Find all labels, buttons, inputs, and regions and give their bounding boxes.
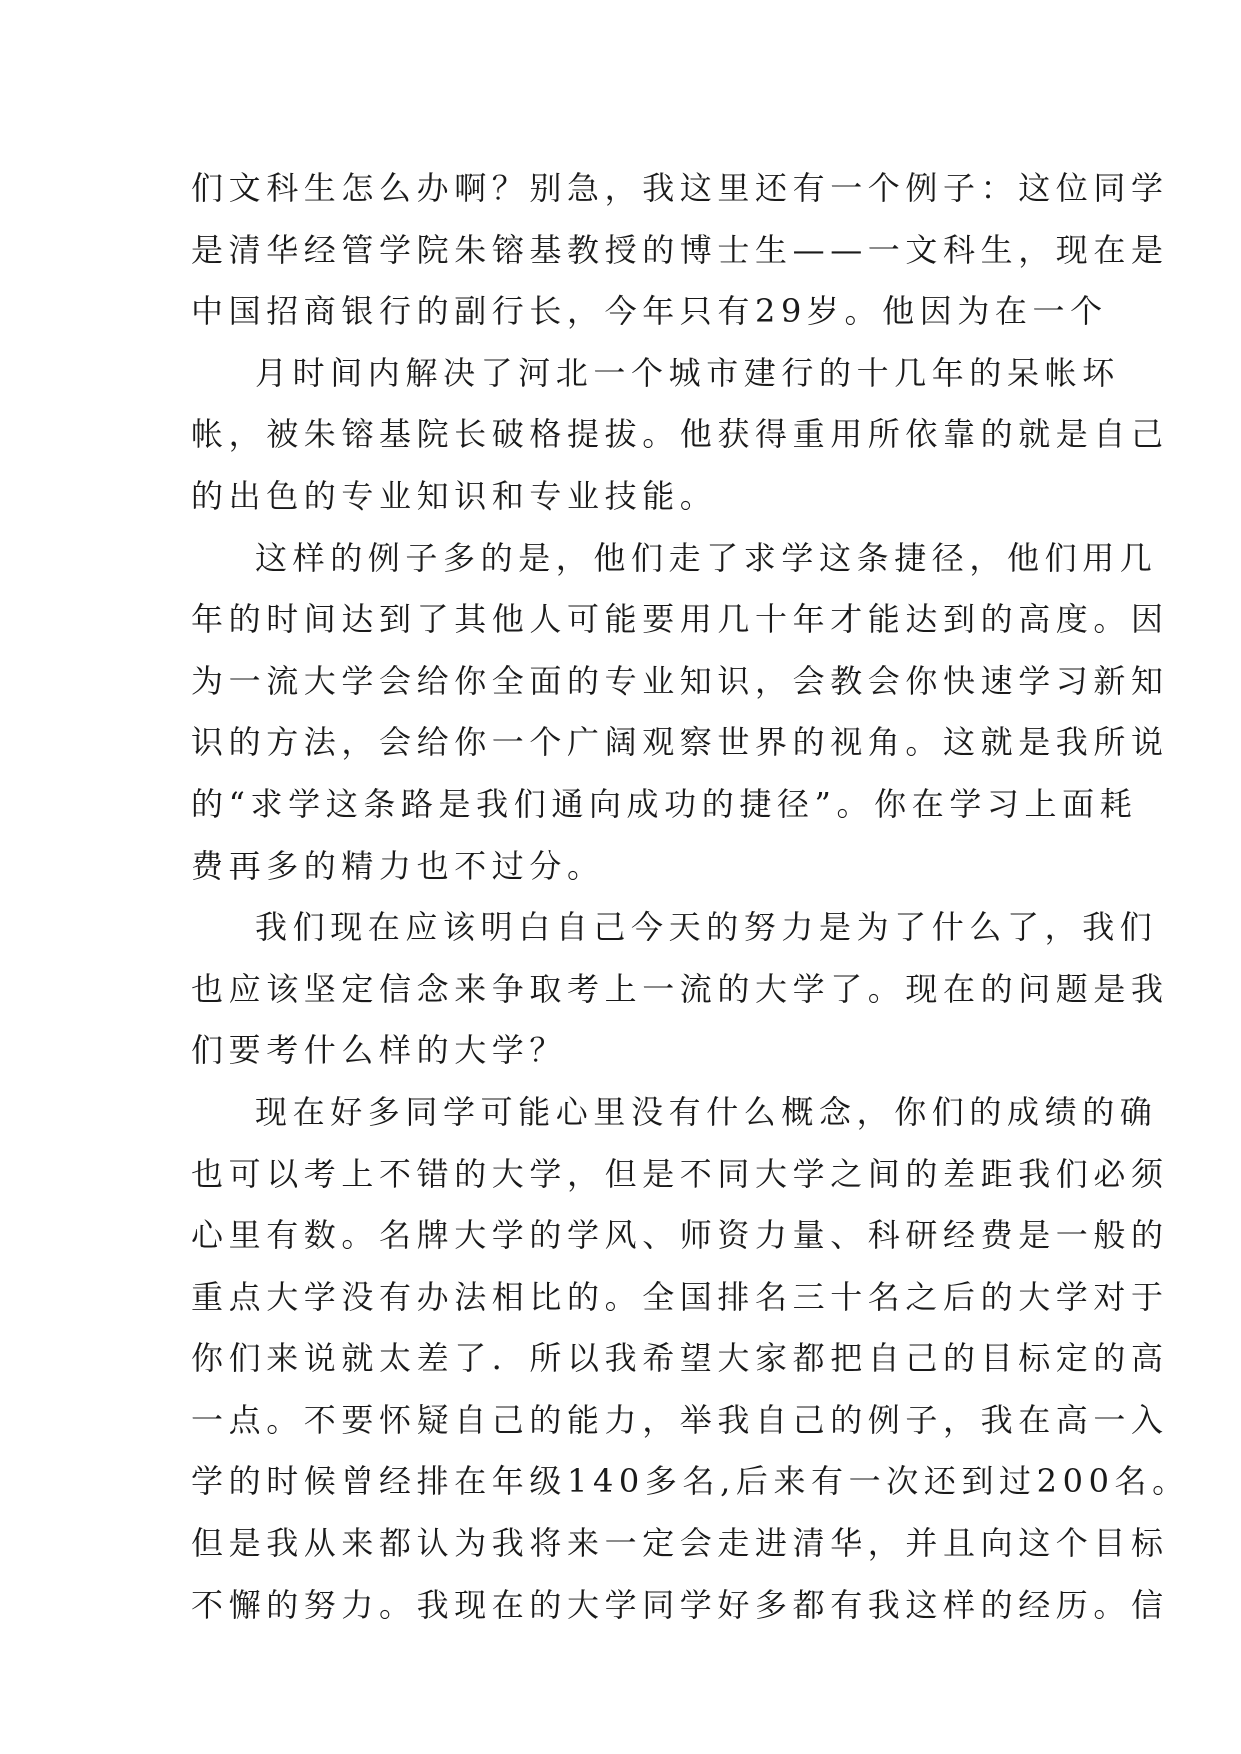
text-line: 重点大学没有办法相比的。全国排名三十名之后的大学对于: [191, 1277, 1169, 1316]
paragraph-start-line: 现在好多同学可能心里没有什么概念，你们的成绩的确: [255, 1092, 1158, 1131]
text-line: 一点。不要怀疑自己的能力，举我自己的例子，我在高一入: [191, 1400, 1169, 1439]
text-line: 们要考什么样的大学？: [191, 1031, 568, 1070]
text-line: 的出色的专业知识和专业技能。: [191, 476, 718, 515]
text-line: 中国招商银行的副行长，今年只有29岁。他因为在一个: [191, 292, 1108, 331]
text-line: 也应该坚定信念来争取考上一流的大学了。现在的问题是我: [191, 969, 1169, 1008]
text-line: 学的时候曾经排在年级140多名,后来有一次还到过200名。: [191, 1462, 1190, 1501]
text-line: 是清华经管学院朱镕基教授的博士生——一文科生，现在是: [191, 230, 1169, 269]
paragraph-start-line: 这样的例子多的是，他们走了求学这条捷径，他们用几: [255, 538, 1158, 577]
text-line: 但是我从来都认为我将来一定会走进清华，并且向这个目标: [191, 1524, 1169, 1563]
text-line: 识的方法，会给你一个广阔观察世界的视角。这就是我所说: [191, 723, 1169, 762]
text-line: 你们来说就太差了．所以我希望大家都把自己的目标定的高: [191, 1339, 1169, 1378]
text-line: 年的时间达到了其他人可能要用几十年才能达到的高度。因: [191, 600, 1169, 639]
paragraph-start-line: 月时间内解决了河北一个城市建行的十几年的呆帐坏: [255, 353, 1120, 392]
text-line: 为一流大学会给你全面的专业知识，会教会你快速学习新知: [191, 661, 1169, 700]
text-line: 费再多的精力也不过分。: [191, 846, 605, 885]
text-line: 心里有数。名牌大学的学风、师资力量、科研经费是一般的: [191, 1216, 1169, 1255]
text-line: 不懈的努力。我现在的大学同学好多都有我这样的经历。信: [191, 1585, 1169, 1624]
text-line: 也可以考上不错的大学，但是不同大学之间的差距我们必须: [191, 1154, 1169, 1193]
text-line: 的“求学这条路是我们通向成功的捷径”。你在学习上面耗: [191, 784, 1138, 823]
paragraph-start-line: 我们现在应该明白自己今天的努力是为了什么了，我们: [255, 908, 1158, 947]
body-text: [191, 158, 1190, 1636]
text-line: 们文科生怎么办啊？别急，我这里还有一个例子：这位同学: [191, 169, 1169, 207]
text-line: 帐，被朱镕基院长破格提拔。他获得重用所依靠的就是自己: [191, 415, 1169, 454]
